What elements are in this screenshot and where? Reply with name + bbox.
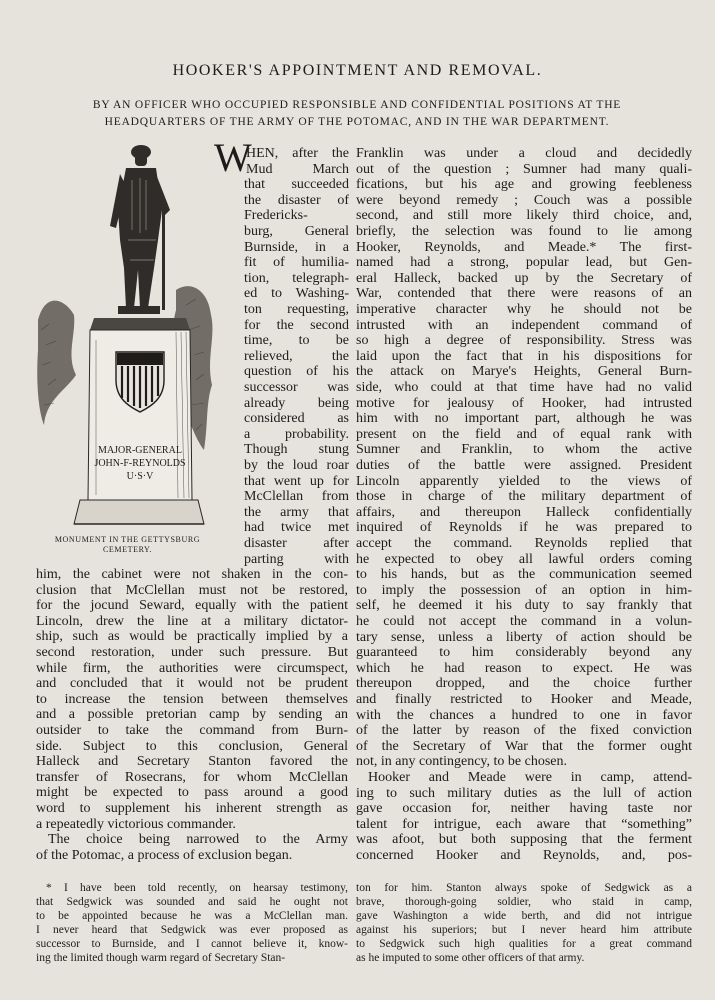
body-line: The choice being narrowed to the Army [48, 832, 348, 848]
body-line: not, in any contingency, to be chosen. [356, 754, 567, 770]
inscription-line: MAJOR-GENERAL [98, 445, 182, 456]
body-line: those in charge of the military department of [356, 489, 692, 505]
body-line: talent for intrigue, each aware that “something” [356, 816, 692, 832]
body-line: thereupon dropped, and the choice further [356, 676, 692, 692]
body-line: HEN, after the [246, 146, 349, 161]
body-line: Hooker, Reynolds, and Meade.* The first- [356, 239, 692, 255]
body-line: intrusted with an independent command of [356, 317, 692, 333]
body-line: question of his [244, 364, 349, 380]
body-line: to his hands, but as the communication seemed [356, 567, 692, 583]
body-line: outsider to take the command from Burn- [36, 723, 348, 738]
body-line: and concluded that it would not be prudent [36, 676, 348, 692]
article-title: HOOKER'S APPOINTMENT AND REMOVAL. [172, 62, 543, 79]
body-line: were beyond remedy ; Couch was a possible [356, 192, 692, 208]
body-line: a probability. [244, 426, 349, 442]
body-line: Lincoln apparently yielded to the views of [356, 473, 692, 489]
body-line: self, he deemed it his duty to say frankly that [356, 598, 692, 614]
body-line: second, and still more likely third choice, and, [356, 208, 692, 224]
body-line: accept the command. Reynolds replied that [356, 536, 692, 551]
body-line: inquired of Reynolds if he was prepared to [356, 520, 692, 536]
body-line: for the second [244, 317, 349, 333]
body-line: to imply the possession of an option in him- [356, 582, 692, 598]
body-line: side, who could at that time have had no valid [356, 380, 692, 395]
body-line: of the Potomac, a process of exclusion began. [36, 847, 293, 863]
footnote-line: I never heard that Sedgwick was ever proposed as [36, 924, 348, 936]
body-line: Halleck and Secretary Stanton favored the [36, 754, 348, 770]
body-line: of the Secretary of War that the former ought [356, 738, 692, 754]
footnote-line: gave Washington a wide berth, and did not intrigue [356, 910, 692, 922]
body-line: second restoration, under such pressure. But [36, 645, 348, 660]
body-line: so high a degree of responsibility. Stress was [356, 333, 692, 349]
body-line: ton requesting, [244, 302, 349, 317]
byline-line: BY AN OFFICER WHO OCCUPIED RESPONSIBLE AND CONFIDENTIAL POSITIONS AT THE [92, 99, 622, 111]
body-line: ship, such as would be practically implied by a [36, 629, 348, 645]
inscription-line: U·S·V [126, 471, 154, 482]
body-line: disaster after [244, 536, 349, 551]
body-line: with the chances a hundred to one in favor [356, 707, 692, 723]
body-line: and finally restricted to Hooker and Meade, [356, 692, 692, 707]
body-line: him, the cabinet were not shaken in the con- [36, 567, 348, 582]
body-line: burg, General [244, 224, 349, 239]
body-line: Franklin was under a cloud and decidedly [356, 146, 692, 161]
body-line: the disaster of [244, 192, 349, 208]
body-line: had twice met [244, 520, 349, 536]
body-line: McClellan from [244, 489, 349, 505]
footnote-line: to be appointed because he was a McClellan man. [36, 910, 348, 922]
byline [62, 97, 652, 131]
body-line: Mud March [246, 161, 349, 177]
body-line: eral Halleck, backed up by the Secretary of [356, 270, 692, 286]
body-line: which he had reason to expect. He was [356, 660, 692, 676]
caption-line: CEMETERY. [102, 545, 153, 554]
body-line: imperative character why he should not be [356, 302, 692, 317]
inscription-line: JOHN-F-REYNOLDS [94, 458, 186, 469]
footnote-line: brave, thorough-going soldier, who staid in camp, [356, 896, 692, 908]
figure-caption [40, 535, 215, 555]
body-line: time, to be [244, 333, 349, 349]
body-line: laid upon the fact that in his dispositions for [356, 348, 692, 364]
drop-cap: W [214, 135, 252, 180]
body-line: duties of the battle were assigned. President [356, 458, 692, 473]
body-line: Sumner and Franklin, to whom the active [356, 442, 692, 458]
body-line: parting with [244, 551, 349, 567]
body-line: concerned Hooker and Reynolds, and, pos- [356, 848, 692, 863]
body-line: tion, telegraph- [244, 270, 349, 286]
footnote-line: ing the limited though warm regard of Secretary Stan- [36, 952, 286, 964]
body-line: War, contended that there were reasons of an [356, 286, 692, 302]
body-line: might be expected to pass around a good [36, 785, 348, 801]
body-line: motive for jealousy of Hooker, had intrusted [356, 395, 692, 411]
body-line: Though stung [244, 442, 349, 458]
body-line: that went up for [244, 473, 349, 489]
body-line: considered as [244, 411, 349, 427]
body-line: ed to Washing- [244, 286, 349, 302]
body-line: Fredericks- [244, 208, 308, 224]
body-line: present on the field and of equal rank with [356, 426, 692, 442]
footnote-line: as he imputed to some other officers of that army. [356, 952, 585, 964]
body-line: Lincoln, drew the line at a military dictator- [36, 613, 348, 629]
body-line: he expected to obey all lawful orders coming [356, 551, 692, 567]
monument-illustration [36, 140, 218, 540]
body-line: to increase the tension between themselves [36, 691, 348, 707]
footnote-line: ton for him. Stanton always spoke of Sedgwick as a [356, 882, 692, 894]
body-line: that succeeded [244, 177, 349, 193]
body-line: the attack on Marye's Heights, General Burn- [356, 364, 692, 380]
body-line: he could not accept the command in a volun- [356, 614, 692, 629]
byline-line: HEADQUARTERS OF THE ARMY OF THE POTOMAC, AND IN THE WAR DEPARTMENT. [104, 116, 610, 128]
body-line: the army that [244, 504, 349, 520]
body-line: fications, but his age and growing feebleness [356, 177, 692, 193]
body-line: named had a strong, popular lead, but Gen- [356, 255, 692, 271]
body-line: guaranteed to him considerably beyond any [356, 645, 692, 661]
body-line: him with no important part, although he was [356, 411, 692, 427]
body-line: Burnside, in a [244, 239, 349, 255]
caption-line: MONUMENT IN THE GETTYSBURG [54, 535, 201, 544]
body-line: a repeatedly victorious commander. [36, 816, 236, 832]
body-line: transfer of Rosecrans, for whom McClellan [36, 769, 348, 785]
body-line: relieved, the [244, 348, 349, 364]
footnote-line: successor to Burnside, and I cannot believe it, know- [36, 938, 348, 950]
body-line: briefly, the selection was found to lie among [356, 224, 692, 239]
body-line: gave occasion for, neither having taste nor [356, 801, 692, 817]
body-line: fit of humilia- [244, 255, 349, 271]
body-line: ing to such military duties as the lull of action [356, 785, 692, 801]
footnote-line: to Sedgwick such high qualities for a great command [356, 938, 692, 950]
footnote-line: * I have been told recently, on hearsay testimony, [46, 882, 348, 894]
body-line: while firm, the authorities were circumspect, [36, 660, 348, 676]
body-line: affairs, and thereupon Halleck confidentially [356, 504, 692, 520]
body-line: clusion that McClellan must not be restored, [36, 582, 348, 598]
body-line: out of the question ; Sumner had many quali- [356, 161, 692, 177]
body-line: and a possible pretorian camp by sending an [36, 707, 348, 723]
body-line: was afoot, but both supposing that the ferment [356, 832, 692, 848]
body-line: successor was [244, 380, 349, 395]
footnote-line: that Sedgwick was sounded and said he ought not [36, 896, 348, 908]
body-line: tary sense, unless a liberty of action should be [356, 629, 692, 645]
body-line: by the loud roar [244, 458, 349, 473]
body-line: side. Subject to this conclusion, General [36, 738, 348, 754]
body-line: of the latter by reason of the fixed conviction [356, 723, 692, 739]
body-line: for the jocund Seward, equally with the patient [36, 598, 348, 614]
footnote-line: against his superiors; but I never heard him attribute [356, 924, 692, 936]
body-line: word to supplement his inherent strength as [36, 801, 348, 816]
body-line: already being [244, 395, 349, 411]
body-line: Hooker and Meade were in camp, attend- [368, 770, 692, 785]
